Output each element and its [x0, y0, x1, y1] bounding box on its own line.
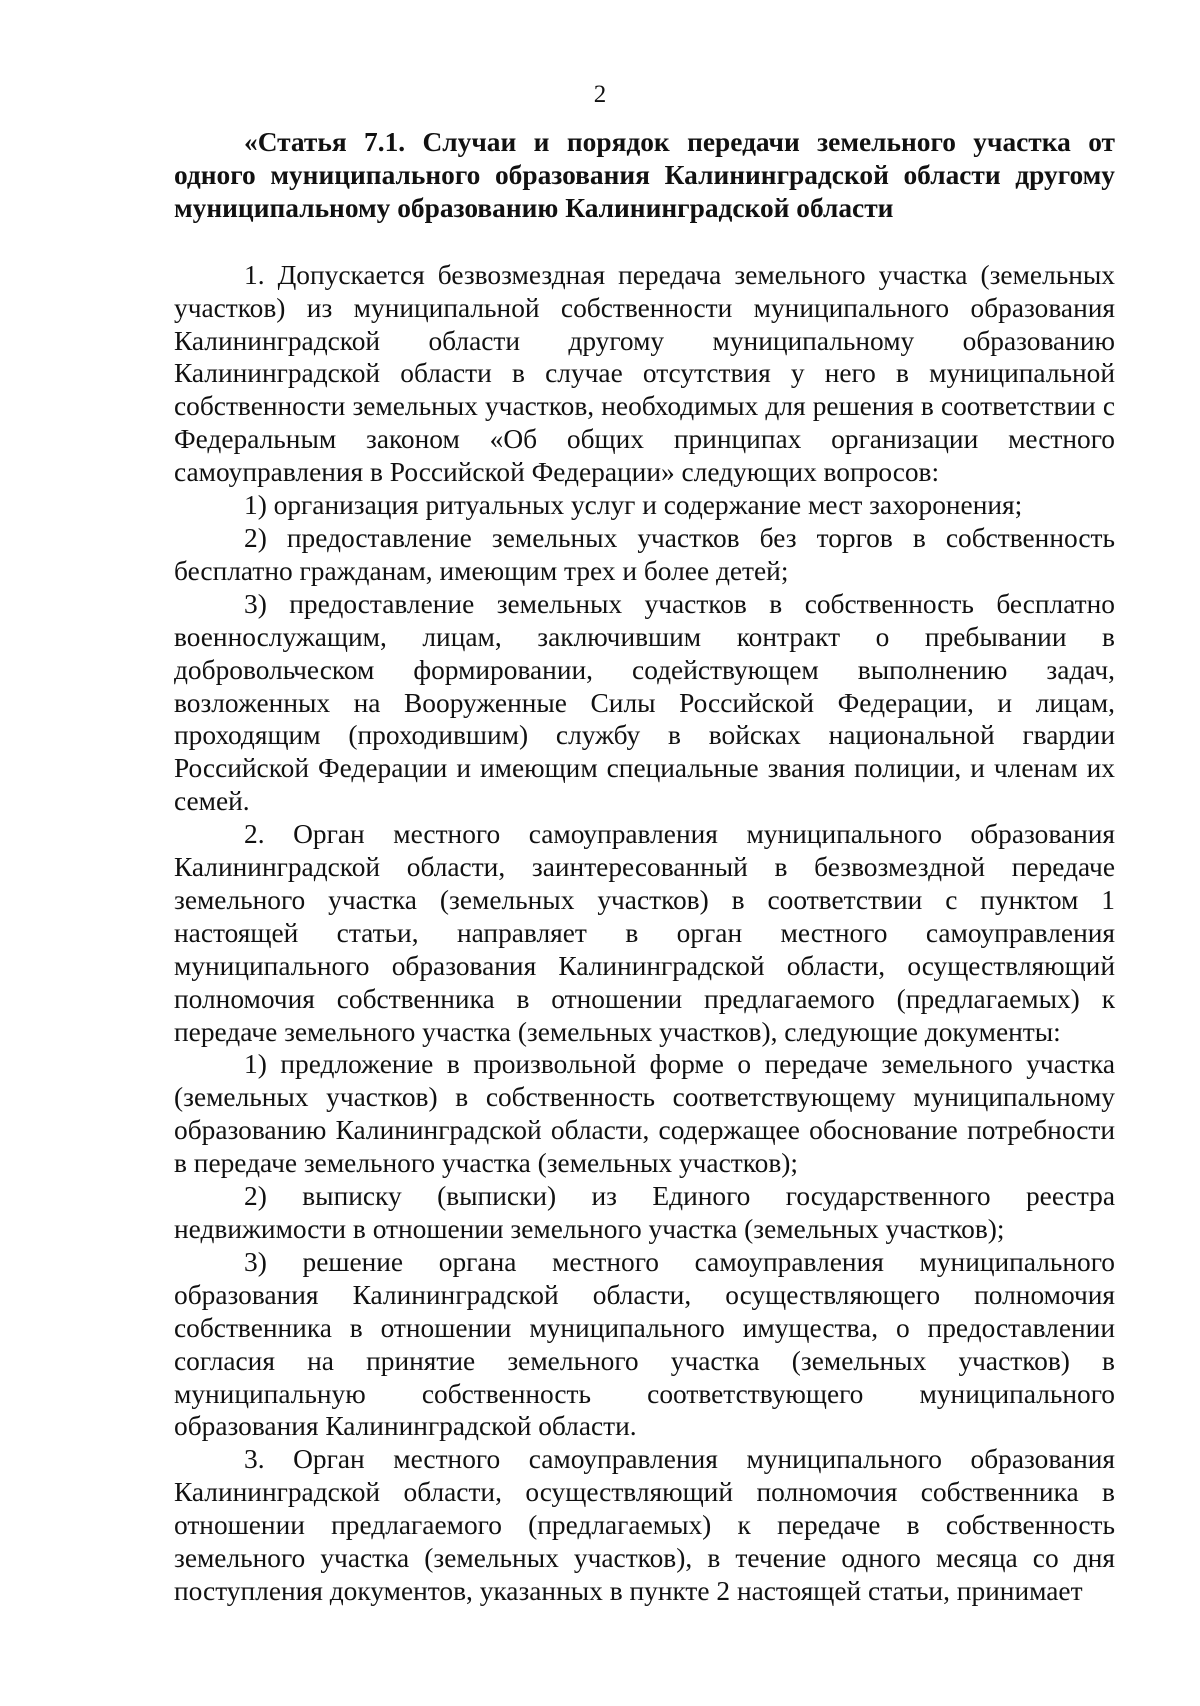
paragraph-clause-1-item-3: 3) предоставление земельных участков в собственность бесплатно военнослужащим, лицам, заключившим контракт о пребывании в добровольческом формировании, содействующем выполнению задач, возложенных на Вооруженные Силы Российской Федерации, и лицам, проходящим (проходившим) службу в войсках национальной гвардии Российской Федерации и имеющим специальные звания полиции, и членам их семей.	[174, 588, 1115, 817]
paragraph-clause-2: 2. Орган местного самоуправления муниципального образования Калининградской области, заинтересованный в безвозмездной передаче земельного участка (земельных участков) в соответствии с пунктом 1 настоящей статьи, направляет в орган местного самоуправления муниципального образования Калининградской области, осуществляющий полномочия собственника в отношении предлагаемого (предлагаемых) к передаче земельного участка (земельных участков), следующие документы:	[174, 819, 1115, 1047]
paragraph-clause-1: 1. Допускается безвозмездная передача земельного участка (земельных участков) из муниципальной собственности муниципального образования Калининградской области другому муниципальному образованию Калининградской области в случае отсутствия у него в муниципальной собственности земельных участков, необходимых для решения в соответствии с Федеральным законом «Об общих принципах организации местного самоуправления в Российской Федерации» следующих вопросов:	[174, 259, 1115, 488]
paragraph-clause-1-item-1: 1) организация ритуальных услуг и содержание мест захоронения;	[244, 490, 1023, 521]
paragraph-clause-3: 3. Орган местного самоуправления муниципального образования Калининградской области, осуществляющий полномочия собственника в отношении предлагаемого (предлагаемых) к передаче в собственность земельного участка (земельных участков), в течение одного месяца со дня поступления документов, указанных в пункте 2 настоящей статьи, принимает	[174, 1444, 1115, 1606]
paragraph-clause-2-item-2: 2) выписку (выписки) из Единого государственного реестра недвижимости в отношении земельного участка (земельных участков);	[174, 1181, 1115, 1244]
page-number: 2	[593, 81, 607, 108]
paragraph-clause-1-item-2: 2) предоставление земельных участков без торгов в собственность бесплатно гражданам, имеющим трех и более детей;	[174, 522, 1115, 586]
paragraph-clause-2-item-3: 3) решение органа местного самоуправления муниципального образования Калининградской области, осуществляющего полномочия собственника в отношении муниципального имущества, о предоставлении согласия на принятие земельного участка (земельных участков) в муниципальную собственность соответствующего муниципального образования Калининградской области.	[174, 1246, 1115, 1442]
paragraph-clause-2-item-1: 1) предложение в произвольной форме о передаче земельного участка (земельных участков) в собственность соответствующему муниципальному образованию Калининградской области, содержащее обоснование потребности в передаче земельного участка (земельных участков);	[174, 1049, 1115, 1179]
article-heading: «Статья 7.1. Случаи и порядок передачи земельного участка от одного муниципального образования Калининградской области другому муниципальному образованию Калининградской области	[174, 127, 1115, 223]
document-body	[174, 126, 1115, 1608]
